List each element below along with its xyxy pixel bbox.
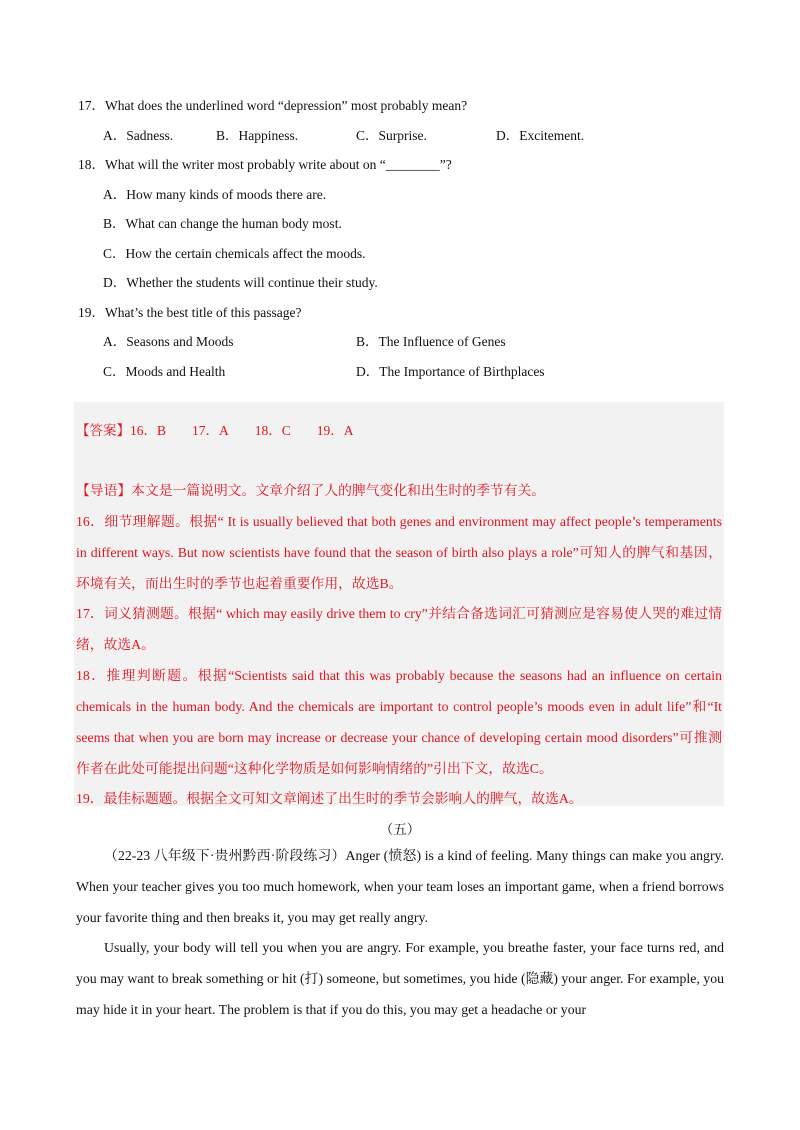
q18-option-d: D．Whether the students will continue their study. bbox=[103, 275, 378, 290]
q17-option-b: B．Happiness. bbox=[216, 128, 299, 143]
q19-option-a: A．Seasons and Moods bbox=[103, 334, 234, 349]
explanation-18: 18．推理判断题。根据“Scientists said that this was probably because the seasons had an influence on certain chemicals in the human body. And the chemicals are important to control people’s moods even in adult life”和“It seems that when you are born may increase or decrease your chance of developing certain mood disorders”可推测作者在此处可能提出问题“这种化学物质是如何影响情绪的”引出下文，故选C。 bbox=[76, 668, 722, 776]
section-heading: （五） bbox=[379, 822, 421, 837]
question-18-stem: 18．What will the writer most probably write about on “________”? bbox=[78, 157, 452, 172]
explanation-17: 17．词义猜测题。根据“ which may easily drive them to cry”并结合备选词汇可猜测应是容易使人哭的难过情绪，故选A。 bbox=[76, 606, 722, 652]
q17-option-a: A．Sadness. bbox=[103, 128, 174, 143]
answer-line bbox=[76, 422, 354, 440]
explanation-intro: 【导语】本文是一篇说明文。文章介绍了人的脾气变化和出生时的季节有关。 bbox=[76, 483, 546, 498]
answer-label: 【答案】 bbox=[76, 423, 130, 438]
q18-option-c: C．How the certain chemicals affect the moods. bbox=[103, 246, 366, 261]
q18-option-a: A．How many kinds of moods there are. bbox=[103, 187, 327, 202]
passage-paragraph-1: （22-23 八年级下·贵州黔西·阶段练习）Anger (愤怒) is a kind of feeling. Many things can make you angry. When your teacher gives you too much homework, when your team loses an important game, when a friend borrows your favorite thing and then breaks it, you may get really angry. bbox=[76, 848, 724, 925]
question-17-stem: 17．What does the underlined word “depression” most probably mean? bbox=[78, 98, 468, 113]
answer-17: 17．A bbox=[192, 423, 229, 438]
question-19-stem: 19．What’s the best title of this passage? bbox=[78, 305, 302, 320]
q19-option-b: B．The Influence of Genes bbox=[356, 334, 506, 349]
q18-option-b: B．What can change the human body most. bbox=[103, 216, 342, 231]
answer-18: 18．C bbox=[254, 423, 291, 438]
q19-option-d: D．The Importance of Birthplaces bbox=[356, 364, 545, 379]
q19-option-c: C．Moods and Health bbox=[103, 364, 226, 379]
answer-19: 19．A bbox=[316, 423, 354, 438]
passage-paragraph-2: Usually, your body will tell you when you are angry. For example, you breathe faster, your face turns red, and you may want to break something or hit (打) someone, but sometimes, you hide (隐藏) your anger. For example, you may hide it in your heart. The problem is that if you do this, you may get a headache or your bbox=[76, 940, 724, 1017]
q17-option-d: D．Excitement. bbox=[496, 128, 585, 143]
answer-16: 16．B bbox=[130, 423, 167, 438]
explanation-16: 16．细节理解题。根据“ It is usually believed that both genes and environment may affect people’s temperaments in different ways. But now scientists have found that the season of birth also plays a role”可知人的脾气和基因，环境有关，而出生时的季节也起着重要作用，故选B。 bbox=[76, 514, 722, 591]
explanation-19: 19．最佳标题题。根据全文可知文章阐述了出生时的季节会影响人的脾气，故选A。 bbox=[76, 791, 583, 806]
q17-option-c: C．Surprise. bbox=[356, 128, 427, 143]
